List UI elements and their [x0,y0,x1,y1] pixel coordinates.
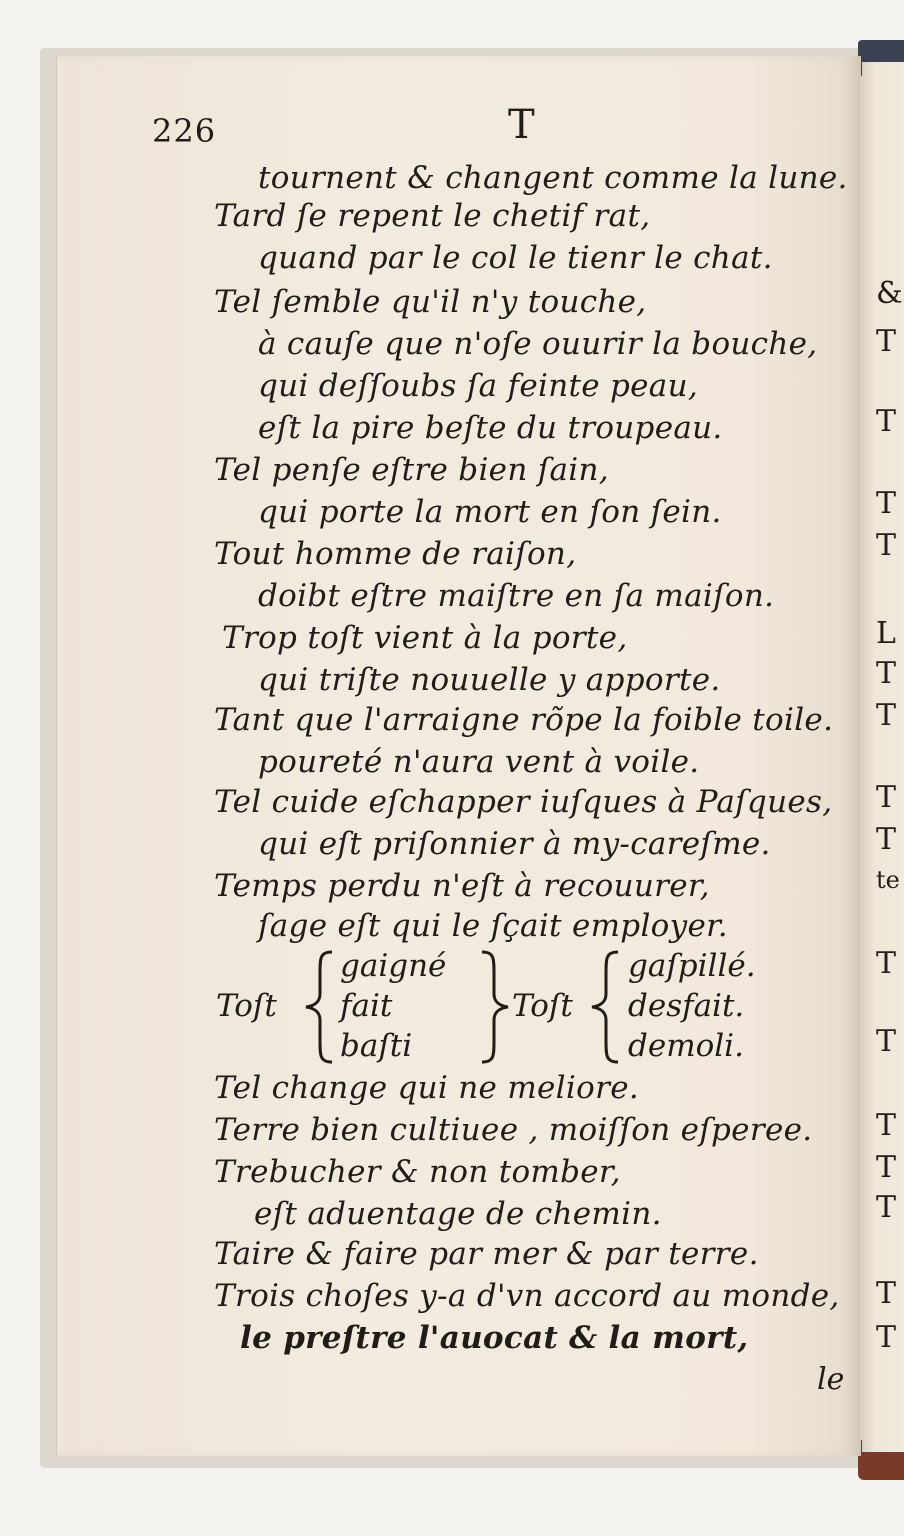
text-line: Tant que l'arraigne rõpe la foible toile. [214,702,834,738]
facing-letter: T [876,822,897,857]
text-line: Taire & faire par mer & par terre. [214,1236,759,1272]
left-brace-icon [302,948,336,1066]
text-line: Trop toſt vient à la porte, [222,620,628,656]
brace-right-item: desfait. [628,988,745,1024]
text-line: Tel change qui ne meliore. [214,1070,639,1106]
text-line: Tard ſe repent le chetif rat, [214,198,651,234]
brace-right-item: demoli. [628,1028,744,1064]
brace-left-item: gaigné [340,948,447,984]
text-line: à cauſe que n'oſe ouurir la bouche, [258,326,818,362]
facing-letter: T [876,698,897,733]
text-line: Tel penſe eſtre bien ſain, [214,452,609,488]
brace-left-word: Toſt [216,988,277,1024]
facing-letter: T [876,1108,897,1143]
brace-left-item: baſti [340,1028,413,1064]
page-number: 226 [152,112,217,150]
facing-letter: T [876,404,897,439]
facing-letter: T [876,324,897,359]
brace-left-item: fait [340,988,393,1024]
facing-letter: T [876,1150,897,1185]
text-line: Terre bien cultiuee , moiſſon eſperee. [214,1112,813,1148]
text-line: qui deſſoubs ſa feinte peau, [258,368,699,404]
text-line: doibt eſtre maiſtre en ſa maiſon. [258,578,775,614]
text-line: Tel ſemble qu'il n'y touche, [214,284,647,320]
text-line: eſt aduentage de chemin. [254,1196,662,1232]
text-line: qui porte la mort en ſon ſein. [258,494,722,530]
right-brace-icon [478,948,512,1066]
facing-letter: T [876,1320,897,1355]
facing-letter: T [876,946,897,981]
facing-letter: T [876,656,897,691]
text-line: quand par le col le tienr le chat. [258,240,773,276]
facing-letter: L [876,616,896,651]
text-line: le preſtre l'auocat & la mort, [240,1320,749,1356]
text-line: ſage eſt qui le ſçait employer. [258,908,728,944]
brace-right-word: Toſt [512,988,573,1024]
text-line: Trebucher & non tomber, [214,1154,621,1190]
text-line: poureté n'aura vent à voile. [258,744,700,780]
text-line: Tout homme de raiſon, [214,536,577,572]
text-line: Trois choſes y-a d'vn accord au monde, [214,1278,840,1314]
facing-letter: te [876,866,900,894]
text-line: Tel cuide eſchapper iuſques à Paſques, [214,784,833,820]
text-line: eſt la pire beſte du troupeau. [258,410,723,446]
brace-right-item: gaſpillé. [628,948,756,984]
text-line: tournent & changent comme la lune. [258,160,848,196]
facing-page-edge [862,62,904,1452]
running-head: T [508,102,535,148]
facing-letter: T [876,780,897,815]
text-line: Temps perdu n'eſt à recouurer, [214,868,710,904]
left-brace-icon [588,948,622,1066]
facing-letter: T [876,1276,897,1311]
catchword: le [817,1362,845,1397]
facing-letter: T [876,1024,897,1059]
text-line: qui eſt priſonnier à my-careſme. [258,826,771,862]
facing-letter: T [876,486,897,521]
facing-letter: T [876,1190,897,1225]
brace-block [216,948,816,1068]
facing-letter: T [876,528,897,563]
facing-letter: & [876,276,903,311]
text-line: qui triſte nouuelle y apporte. [258,662,721,698]
